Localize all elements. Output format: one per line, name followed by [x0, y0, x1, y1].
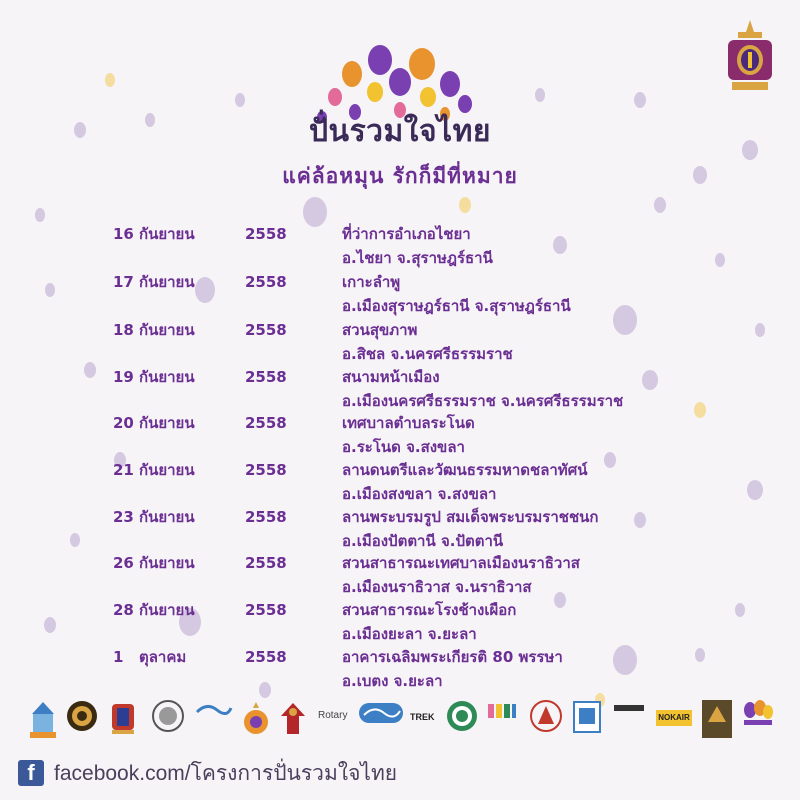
- campaign-subtitle: แค่ล้อหมุน รักก็มีที่หมาย: [282, 164, 518, 188]
- schedule-district: อ.เมืองสงขลา จ.สงขลา: [342, 485, 497, 503]
- schedule-date: 21 กันยายน 2558: [113, 461, 287, 479]
- facebook-footer[interactable]: [18, 758, 397, 788]
- sponsor-green-seal-logo: [446, 700, 478, 732]
- schedule-venue: ที่ว่าการอำเภอไชยา: [342, 225, 471, 243]
- sponsor-red-seal-logo: [530, 700, 562, 732]
- schedule-date: 20 กันยายน 2558: [113, 414, 287, 432]
- sponsor-garuda-logo: [278, 700, 308, 738]
- sponsor-round-logo: [152, 700, 184, 732]
- schedule-date: 18 กันยายน 2558: [113, 321, 287, 339]
- sponsor-logos: [20, 700, 780, 750]
- sponsor-bank-logo: [702, 700, 732, 738]
- sponsor-crest-logo: [108, 700, 138, 736]
- schedule-date: 17 กันยายน 2558: [113, 273, 287, 291]
- sponsor-emblem-logo: [242, 700, 270, 738]
- schedule-district: อ.เมืองนราธิวาส จ.นราธิวาส: [342, 578, 532, 596]
- sponsor-rotary-logo: Rotary: [318, 710, 348, 721]
- sponsor-seal-logo: [66, 700, 98, 732]
- sponsor-wave-logo: [358, 700, 404, 726]
- sponsor-pavilion-logo: [28, 700, 58, 740]
- schedule-district: อ.ระโนด จ.สงขลา: [342, 438, 465, 456]
- schedule-venue: อาคารเฉลิมพระเกียรติ 80 พรรษา: [342, 648, 563, 666]
- schedule-district: อ.เมืองปัตตานี จ.ปัตตานี: [342, 532, 504, 550]
- sponsor-nokair-logo: NOKAIR: [656, 710, 692, 726]
- schedule-venue: สวนสุขภาพ: [342, 321, 418, 339]
- schedule-venue: ลานพระบรมรูป สมเด็จพระบรมราชชนก: [342, 508, 599, 526]
- schedule-district: อ.เมืองสุราษฎร์ธานี จ.สุราษฎร์ธานี: [342, 297, 571, 315]
- sponsor-dark-wordmark-logo: [614, 700, 644, 716]
- sponsor-blue-badge-logo: [572, 700, 602, 734]
- schedule-venue: สนามหน้าเมือง: [342, 368, 440, 386]
- sponsor-mini-balloons-logo: [740, 700, 774, 728]
- schedule-venue: ลานดนตรีและวัฒนธรรมหาดชลาทัศน์: [342, 461, 588, 479]
- schedule-date: 28 กันยายน 2558: [113, 601, 287, 619]
- sponsor-colorful-logo: [486, 700, 518, 722]
- schedule-date: 1 ตุลาคม 2558: [113, 648, 287, 666]
- schedule-venue: สวนสาธารณะเทศบาลเมืองนราธิวาส: [342, 554, 580, 572]
- schedule-district: อ.เบตง จ.ยะลา: [342, 672, 443, 690]
- schedule-venue: เกาะลำพู: [342, 273, 401, 291]
- facebook-link[interactable]: facebook.com/โครงการปั่นรวมใจไทย: [54, 761, 398, 785]
- schedule-date: 16 กันยายน 2558: [113, 225, 287, 243]
- schedule-district: อ.เมืองนครศรีธรรมราช จ.นครศรีธรรมราช: [342, 392, 624, 410]
- facebook-icon: f: [18, 760, 44, 786]
- schedule-venue: สวนสาธารณะโรงช้างเผือก: [342, 601, 517, 619]
- schedule-district: อ.เมืองยะลา จ.ยะลา: [342, 625, 477, 643]
- schedule-district: อ.สิชล จ.นครศรีธรรมราช: [342, 345, 513, 363]
- brand-logo-text: ปั่นรวมใจไทย: [309, 114, 491, 149]
- sponsor-wordmark-logo: [195, 700, 233, 718]
- schedule-venue: เทศบาลตำบลระโนด: [342, 414, 475, 432]
- sponsor-trek-logo: TREK: [410, 712, 435, 722]
- schedule-date: 26 กันยายน 2558: [113, 554, 287, 572]
- schedule-date: 19 กันยายน 2558: [113, 368, 287, 386]
- schedule-date: 23 กันยายน 2558: [113, 508, 287, 526]
- schedule-district: อ.ไชยา จ.สุราษฎร์ธานี: [342, 249, 493, 267]
